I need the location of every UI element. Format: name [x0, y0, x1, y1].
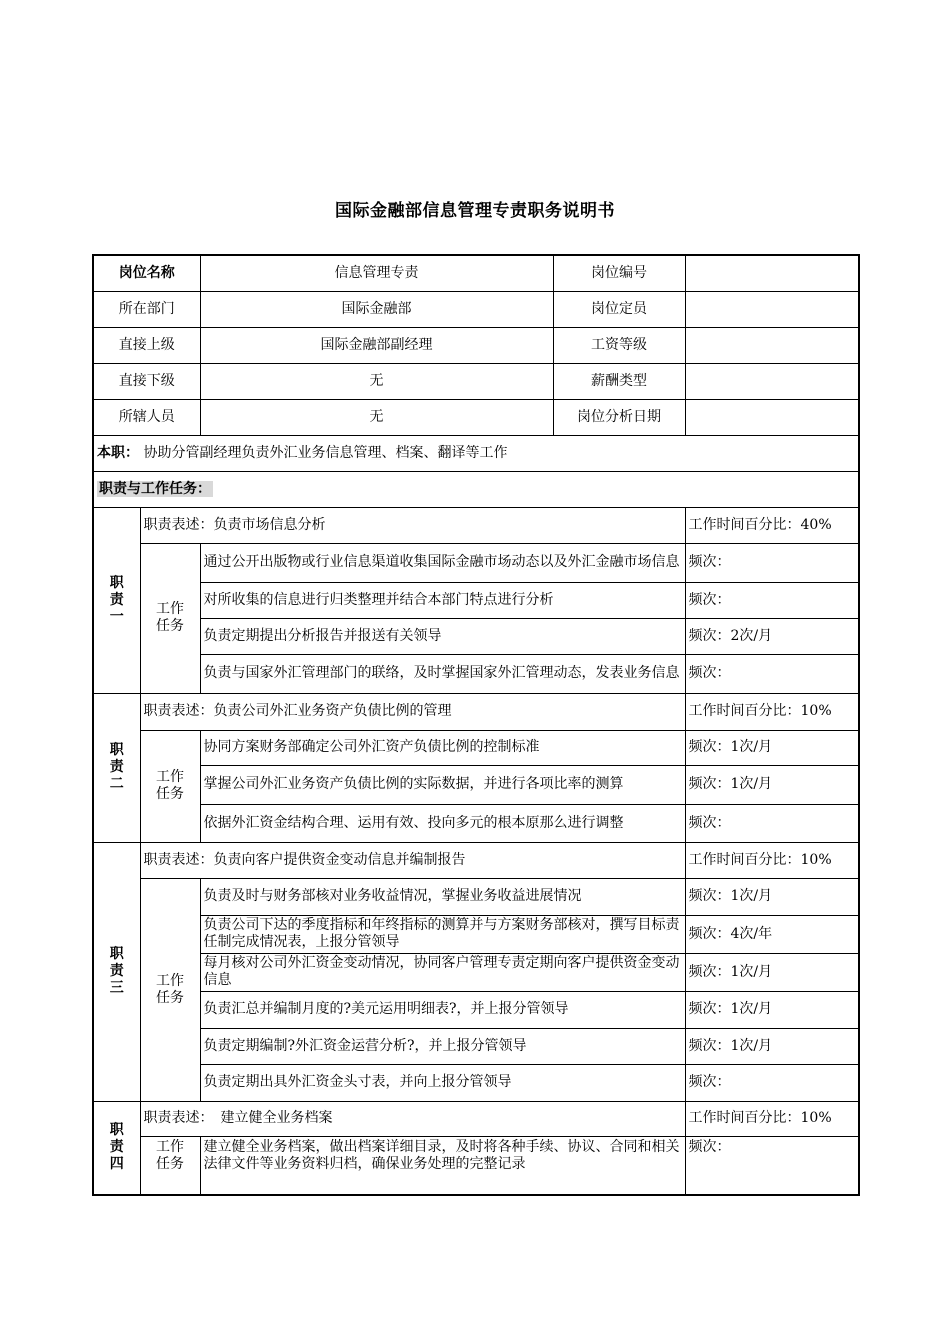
- task-freq: 频次：1次/月: [685, 953, 859, 991]
- label-analysis-date: 岗位分析日期: [553, 399, 685, 435]
- task-freq: 频次：: [685, 1136, 859, 1195]
- task-freq: 频次：1次/月: [685, 991, 859, 1028]
- duties-header-cell: [93, 471, 859, 507]
- task-text: 建立健全业务档案，做出档案详细目录，及时将各种手续、协议、合同和相关法律文件等业务资料归档，确保业务处理的完整记录: [200, 1136, 685, 1195]
- duty4-work-label: 工作 任务: [140, 1136, 200, 1195]
- task-text: 负责与国家外汇管理部门的联络，及时掌握国家外汇管理动态，发表业务信息: [200, 654, 685, 693]
- task-text: 负责汇总并编制月度的?美元运用明细表?，并上报分管领导: [200, 991, 685, 1028]
- duty1-desc: 职责表述：负责市场信息分析: [140, 507, 685, 543]
- value-subordinate: 无: [200, 363, 553, 399]
- duty1-desc-row: [93, 507, 859, 543]
- task-freq: 频次：: [685, 543, 859, 582]
- duty4-desc-row: [93, 1101, 859, 1136]
- table-row: [93, 878, 859, 915]
- label-department: 所在部门: [93, 291, 200, 327]
- table-row: [93, 915, 859, 953]
- duties-header-row: [93, 471, 859, 507]
- duties-header: 职责与工作任务：: [99, 480, 211, 497]
- task-freq: 频次：1次/月: [685, 1028, 859, 1064]
- duty2-label: 职 责 二: [93, 693, 140, 842]
- task-freq: 频次：: [685, 654, 859, 693]
- duty2-work-label: 工作 任务: [140, 730, 200, 842]
- table-row: [93, 765, 859, 804]
- table-row: [93, 618, 859, 654]
- job-description-table: [92, 254, 860, 1196]
- task-freq: 频次：: [685, 582, 859, 618]
- task-text: 负责公司下达的季度指标和年终指标的测算并与方案财务部核对，撰写目标责任制完成情况表，上报分管领导: [200, 915, 685, 953]
- value-position-code: [685, 255, 859, 291]
- task-text: 负责及时与财务部核对业务收益情况，掌握业务收益进展情况: [200, 878, 685, 915]
- duty3-work-label: 工作 任务: [140, 878, 200, 1101]
- benzhi-text: 协助分管副经理负责外汇业务信息管理、档案、翻译等工作: [143, 444, 508, 461]
- info-row-superior: [93, 327, 859, 363]
- duty3-label: 职 责 三: [93, 842, 140, 1101]
- task-text: 负责定期编制?外汇资金运营分析?，并上报分管领导: [200, 1028, 685, 1064]
- task-text: 每月核对公司外汇资金变动情况，协同客户管理专责定期向客户提供资金变动信息: [200, 953, 685, 991]
- label-position-name: 岗位名称: [93, 255, 200, 291]
- benzhi-label: 本职：: [97, 444, 139, 461]
- table-row: [93, 804, 859, 842]
- label-pay-type: 薪酬类型: [553, 363, 685, 399]
- benzhi-row: [93, 435, 859, 471]
- duty3-desc: 职责表述：负责向客户提供资金变动信息并编制报告: [140, 842, 685, 878]
- task-freq: 频次：: [685, 804, 859, 842]
- duty2-desc-row: [93, 693, 859, 730]
- task-text: 协同方案财务部确定公司外汇资产负债比例的控制标准: [200, 730, 685, 765]
- table-row: [93, 953, 859, 991]
- info-row-staff: [93, 399, 859, 435]
- duty3-desc-row: [93, 842, 859, 878]
- duty4-desc: 职责表述： 建立健全业务档案: [140, 1101, 685, 1136]
- table-row: [93, 991, 859, 1028]
- task-text: 依据外汇资金结构合理、运用有效、投向多元的根本原那么进行调整: [200, 804, 685, 842]
- duty1-label: 职 责 一: [93, 507, 140, 693]
- value-superior: 国际金融部副经理: [200, 327, 553, 363]
- info-row-position-name: [93, 255, 859, 291]
- label-superior: 直接上级: [93, 327, 200, 363]
- table-row: [93, 582, 859, 618]
- table-row: [93, 1136, 859, 1195]
- task-freq: 频次：1次/月: [685, 878, 859, 915]
- task-freq: 频次：1次/月: [685, 765, 859, 804]
- duty4-label: 职 责 四: [93, 1101, 140, 1195]
- duty1-pct: 工作时间百分比：40%: [685, 507, 859, 543]
- duty2-pct: 工作时间百分比：10%: [685, 693, 859, 730]
- table-row: [93, 543, 859, 582]
- value-position-name: 信息管理专责: [200, 255, 553, 291]
- task-freq: 频次：4次/年: [685, 915, 859, 953]
- task-text: 对所收集的信息进行归类整理并结合本部门特点进行分析: [200, 582, 685, 618]
- task-freq: 频次：2次/月: [685, 618, 859, 654]
- table-row: [93, 1064, 859, 1101]
- benzhi-cell: [93, 435, 859, 471]
- task-text: 负责定期提出分析报告并报送有关领导: [200, 618, 685, 654]
- value-headcount: [685, 291, 859, 327]
- value-department: 国际金融部: [200, 291, 553, 327]
- value-pay-type: [685, 363, 859, 399]
- duty1-work-label: 工作 任务: [140, 543, 200, 693]
- table-row: [93, 730, 859, 765]
- table-row: [93, 1028, 859, 1064]
- duty3-pct: 工作时间百分比：10%: [685, 842, 859, 878]
- label-headcount: 岗位定员: [553, 291, 685, 327]
- task-freq: 频次：1次/月: [685, 730, 859, 765]
- value-salary-grade: [685, 327, 859, 363]
- label-position-code: 岗位编号: [553, 255, 685, 291]
- table-row: [93, 654, 859, 693]
- label-staff: 所辖人员: [93, 399, 200, 435]
- duty4-pct: 工作时间百分比：10%: [685, 1101, 859, 1136]
- task-text: 通过公开出版物或行业信息渠道收集国际金融市场动态以及外汇金融市场信息: [200, 543, 685, 582]
- task-text: 掌握公司外汇业务资产负债比例的实际数据，并进行各项比率的测算: [200, 765, 685, 804]
- task-freq: 频次：: [685, 1064, 859, 1101]
- page-title: 国际金融部信息管理专责职务说明书: [335, 201, 615, 221]
- info-row-department: [93, 291, 859, 327]
- label-subordinate: 直接下级: [93, 363, 200, 399]
- label-salary-grade: 工资等级: [553, 327, 685, 363]
- duty2-desc: 职责表述：负责公司外汇业务资产负债比例的管理: [140, 693, 685, 730]
- info-row-subordinate: [93, 363, 859, 399]
- value-analysis-date: [685, 399, 859, 435]
- task-text: 负责定期出具外汇资金头寸表，并向上报分管领导: [200, 1064, 685, 1101]
- value-staff: 无: [200, 399, 553, 435]
